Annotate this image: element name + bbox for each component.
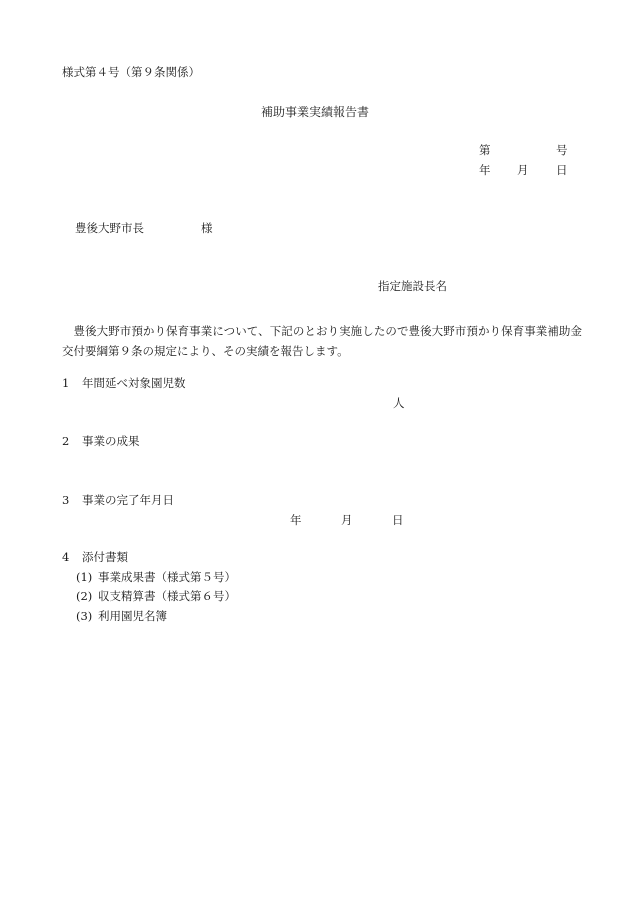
section-4-number: 4 (62, 550, 70, 564)
section-2-heading (62, 436, 140, 448)
document-title: 補助事業実績報告書 (260, 105, 369, 119)
document-number-prefix: 第 (479, 143, 491, 157)
section-3-month-label: 月 (341, 513, 353, 527)
attachment-item (76, 611, 167, 623)
attachment-label: 収支精算書（様式第６号） (98, 589, 236, 603)
body-text: 豊後大野市預かり保育事業について、下記のとおり実施したので豊後大野市預かり保育事業補助金交付要綱第９条の規定により、その実績を報告します。 (62, 324, 582, 358)
attachment-number: (3) (76, 609, 93, 623)
section-4-heading (62, 552, 128, 564)
section-2-label: 事業の成果 (82, 434, 140, 448)
attachment-number: (2) (76, 589, 93, 603)
document-number-suffix: 号 (556, 143, 568, 157)
addressee-name: 豊後大野市長 (75, 221, 144, 235)
section-3-year-label: 年 (290, 513, 302, 527)
attachment-label: 利用園児名簿 (98, 609, 167, 623)
body-paragraph (62, 321, 582, 361)
section-3-day-label: 日 (392, 513, 404, 527)
attachment-item (76, 572, 236, 584)
section-3-label: 事業の完了年月日 (82, 493, 174, 507)
addressee-honorific: 様 (201, 221, 213, 235)
section-4-label: 添付書類 (82, 550, 128, 564)
section-1-heading (62, 378, 186, 390)
attachment-number: (1) (76, 570, 93, 584)
facility-head-label: 指定施設長名 (378, 279, 447, 293)
section-3-number: 3 (62, 493, 70, 507)
attachment-item (76, 591, 236, 603)
section-1-unit: 人 (393, 396, 405, 410)
section-1-number: 1 (62, 376, 70, 390)
section-3-heading (62, 495, 174, 507)
date-day-label: 日 (556, 163, 568, 177)
attachment-label: 事業成果書（様式第５号） (98, 570, 236, 584)
section-2-number: 2 (62, 434, 70, 448)
section-1-label: 年間延べ対象園児数 (82, 376, 186, 390)
date-month-label: 月 (517, 163, 529, 177)
form-id: 様式第４号（第９条関係） (62, 65, 200, 79)
date-year-label: 年 (479, 163, 491, 177)
